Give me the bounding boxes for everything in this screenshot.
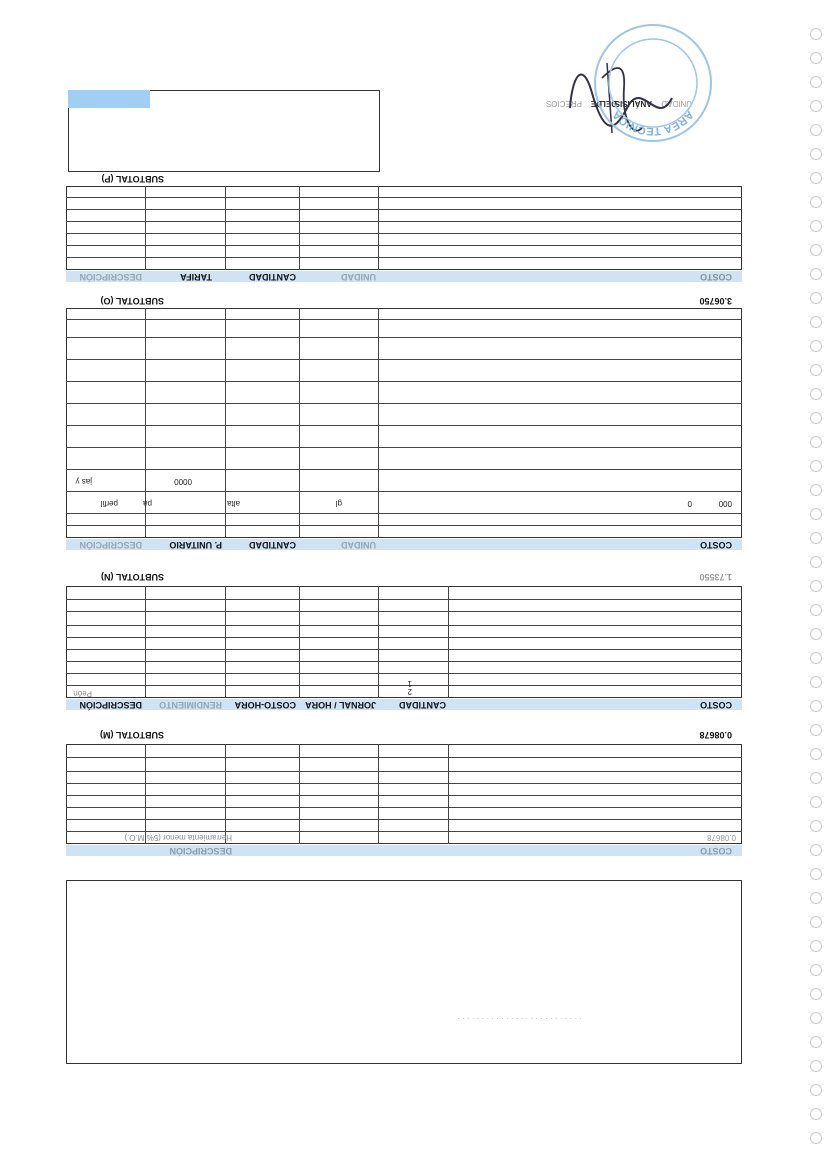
section-n-col-qty: CANTIDAD [399, 700, 446, 710]
section-p-col-cost: COSTO [700, 272, 732, 282]
section-m-subtotal-label: SUBTOTAL (M) [100, 730, 164, 740]
section-o-row1-cost-a: 0 [687, 499, 692, 508]
section-o-row1-desc-c: alta [227, 499, 240, 508]
section-m-row-text: Herramienta menor (5% M.O.) [124, 833, 232, 842]
info-box-highlight [68, 90, 150, 108]
section-o-row1-desc-b: pa [143, 499, 152, 508]
section-o-col-qty: CANTIDAD [249, 540, 296, 550]
area-tecnica-stamp [588, 18, 718, 148]
section-o-col-price: P. UNITARIO [169, 540, 222, 550]
header-second-label: ANÁLISIS [614, 99, 652, 108]
section-m-table [66, 744, 742, 844]
section-m-col-desc: DESCRIPCIÓN [169, 846, 232, 856]
section-o-row1-cost-b: 000 [718, 499, 732, 508]
section-o-subtotal-label: SUBTOTAL (O) [100, 296, 164, 306]
section-p-col-unit: UNIDAD [341, 272, 376, 282]
header-fourth-label: PRECIOS [545, 99, 582, 108]
section-p-col-desc: DESCRIPCIÓN [79, 272, 142, 282]
section-p-subtotal-label: SUBTOTAL (P) [101, 174, 164, 184]
notes-faint-text: · · · · · · · · · · · · · · · · · · · · · · · · · · [457, 1014, 582, 1023]
section-o-row2-desc: jas y [75, 477, 92, 486]
section-o-table [66, 308, 742, 538]
section-o-col-cost: COSTO [700, 540, 732, 550]
section-n-col-jornal: JORNAL / HORA [305, 700, 376, 710]
section-o-row1-desc-a: perfil [100, 499, 118, 508]
section-m-col-cost: COSTO [700, 846, 732, 856]
section-n-row1-desc: Peón [73, 689, 92, 698]
section-m-row-value: 0.08678 [707, 833, 736, 842]
notes-box [66, 880, 742, 1064]
section-o-row1-unit: gl [335, 499, 342, 508]
section-o-header [66, 539, 742, 550]
section-n-subtotal-label: SUBTOTAL (N) [101, 572, 164, 582]
section-n-subtotal-value: 1.73550 [699, 572, 732, 582]
section-m-subtotal-value: 0.08678 [699, 730, 732, 740]
header-unit-label: UNIDAD [661, 99, 692, 108]
stamp-text: AREA TECNICA [610, 108, 696, 138]
section-n-col-rend: RENDIMIENTO [159, 700, 222, 710]
section-m-header [66, 845, 742, 856]
section-n-table [66, 586, 742, 698]
section-o-subtotal-value: 3.06750 [699, 296, 732, 306]
section-n-col-desc: DESCRIPCIÓN [79, 700, 142, 710]
section-o-col-desc: DESCRIPCIÓN [79, 540, 142, 550]
section-o-col-unit: UNIDAD [341, 540, 376, 550]
section-p-col-qty: CANTIDAD [249, 272, 296, 282]
section-n-row2-qty: 1 [407, 679, 412, 688]
section-p-header [66, 271, 742, 282]
header-first-label: DEL [601, 99, 617, 108]
section-n-col-cost: COSTO [700, 700, 732, 710]
header-third-label: DE [590, 99, 602, 108]
section-p-col-tariff: TARIFA [180, 272, 212, 282]
section-o-row2-price: 0000 [174, 477, 192, 486]
section-n-row1-qty: 2 [407, 687, 412, 696]
section-n-col-costo-hora: COSTO-HORA [234, 700, 296, 710]
